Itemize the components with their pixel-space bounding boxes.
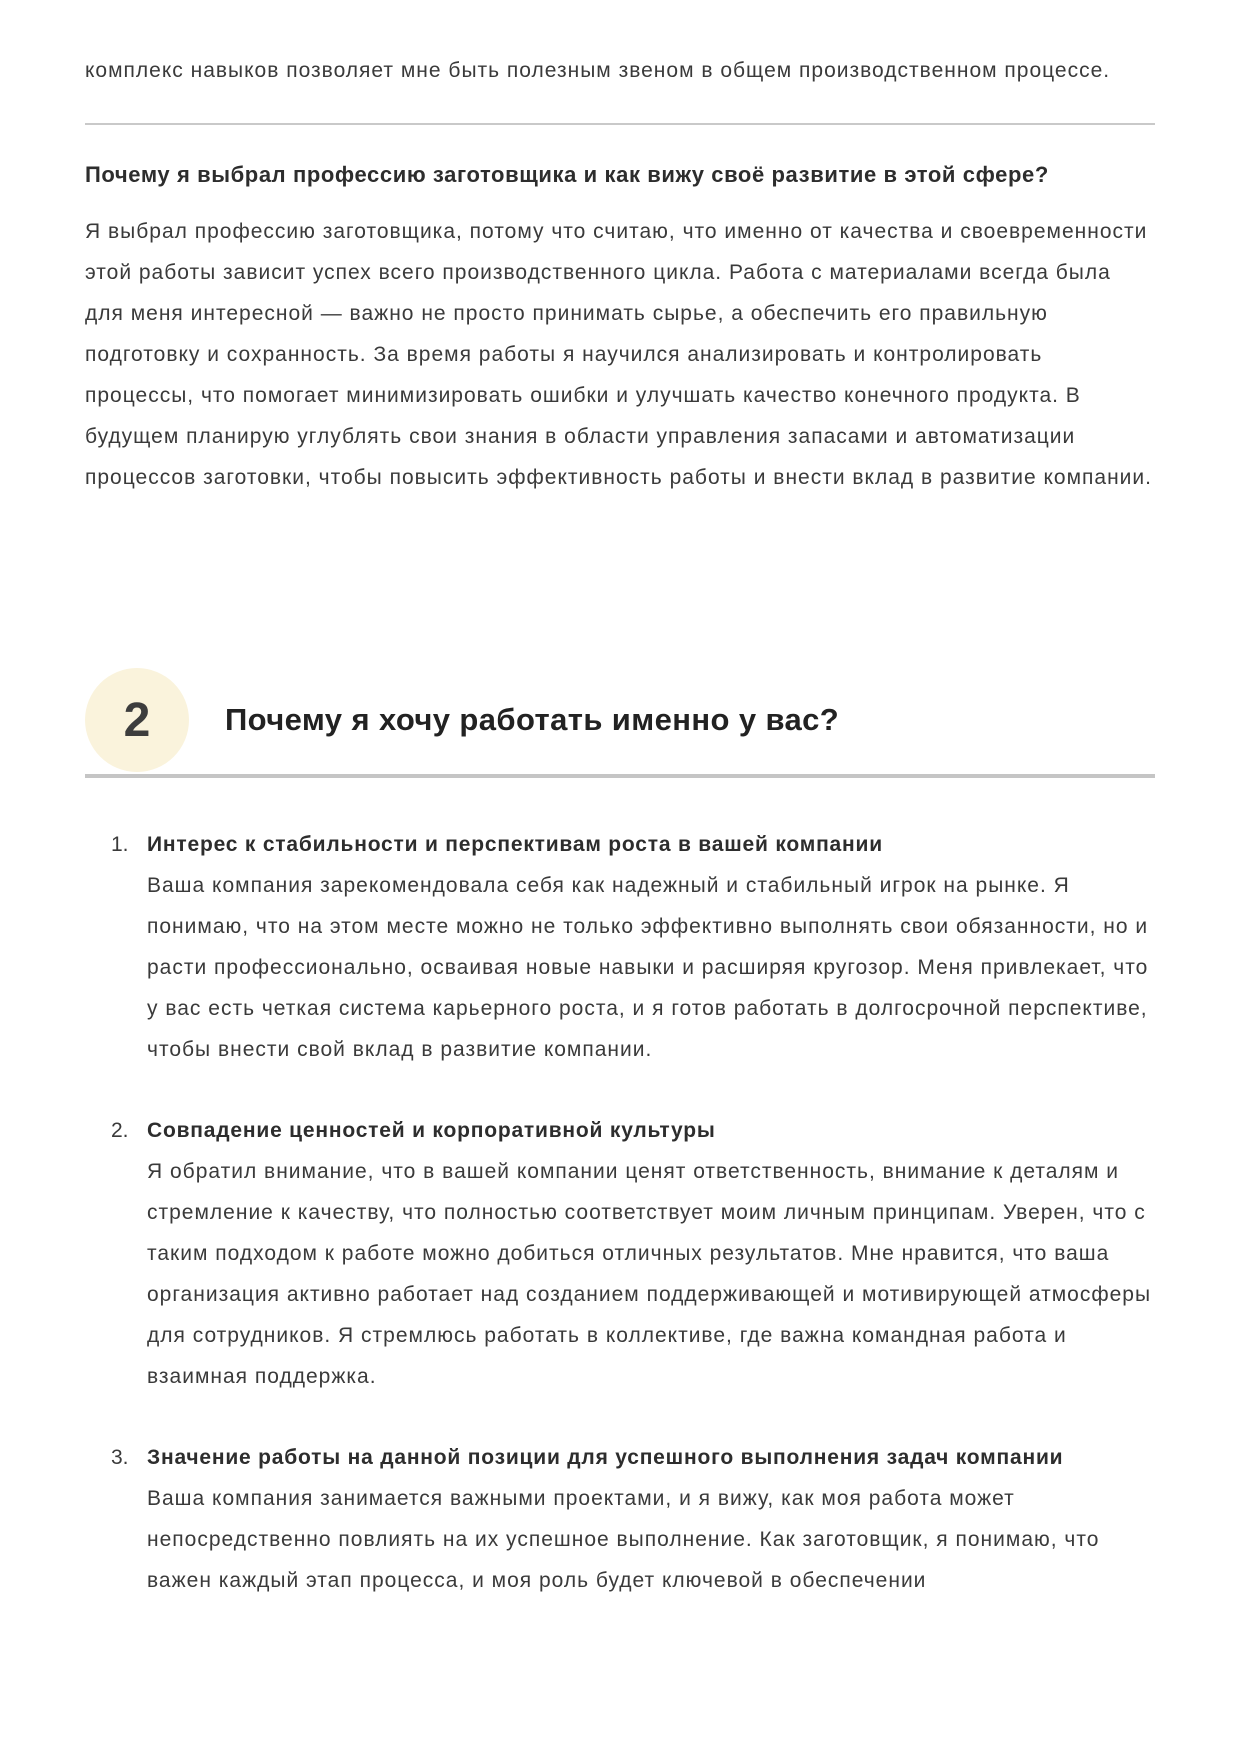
question-heading: Почему я выбрал профессию заготовщика и как вижу своё развитие в этой сфере? — [85, 162, 1049, 187]
section-divider — [85, 774, 1155, 778]
list-item-number: 2. — [111, 1119, 129, 1142]
list-item-title: Совпадение ценностей и корпоративной культуры — [147, 1119, 716, 1142]
list-item — [85, 824, 1155, 1070]
list-item-body: Я обратил внимание, что в вашей компании ценят ответственность, внимание к деталям и стремление к качеству, что полностью соответствует моим личным принципам. Уверен, что с таким подходом к работе можно добиться отличных результатов. Мне нравится, что ваша организация активно работает над созданием поддерживающей и мотивирующей атмосферы для сотрудников. Я стремлюсь работать в коллективе, где важна командная работа и взаимная поддержка. — [147, 1160, 1152, 1388]
list-item — [85, 1437, 1155, 1601]
page-break-gap — [85, 498, 1155, 668]
list-item-body: Ваша компания занимается важными проектами, и я вижу, как моя работа может непосредственно повлиять на их успешное выполнение. Как заготовщик, я понимаю, что важен каждый этап процесса, и моя роль будет ключевой в обеспечении — [147, 1487, 1100, 1592]
list-item-number: 3. — [111, 1446, 129, 1469]
list-item-number: 1. — [111, 833, 129, 856]
numbered-list — [85, 824, 1155, 1601]
list-item-title: Интерес к стабильности и перспективам роста в вашей компании — [147, 833, 883, 856]
list-item-body: Ваша компания зарекомендовала себя как надежный и стабильный игрок на рынке. Я понимаю, что на этом месте можно не только эффективно выполнять свои обязанности, но и расти профессионально, осваивая новые навыки и расширяя кругозор. Меня привлекает, что у вас есть четкая система карьерного роста, и я готов работать в долгосрочной перспективе, чтобы внести свой вклад в развитие компании. — [147, 874, 1149, 1061]
list-item-title: Значение работы на данной позиции для успешного выполнения задач компании — [147, 1446, 1064, 1469]
section-number-badge — [85, 668, 189, 772]
intro-continuation-paragraph: комплекс навыков позволяет мне быть полезным звеном в общем производственном процессе. — [85, 59, 1111, 82]
section-title: Почему я хочу работать именно у вас? — [225, 702, 840, 737]
question-body-paragraph: Я выбрал профессию заготовщика, потому что считаю, что именно от качества и своевременности этой работы зависит успех всего производственного цикла. Работа с материалами всегда была для меня интересной — важно не просто принимать сырье, а обеспечить его правильную подготовку и сохранность. За время работы я научился анализировать и контролировать процессы, что помогает минимизировать ошибки и улучшать качество конечного продукта. В будущем планирую углублять свои знания в области управления запасами и автоматизации процессов заготовки, чтобы повысить эффективность работы и внести вклад в развитие компании. — [85, 220, 1152, 489]
section-header — [85, 668, 1155, 772]
list-item — [85, 1110, 1155, 1397]
content-divider — [85, 123, 1155, 125]
section-number: 2 — [123, 693, 151, 747]
